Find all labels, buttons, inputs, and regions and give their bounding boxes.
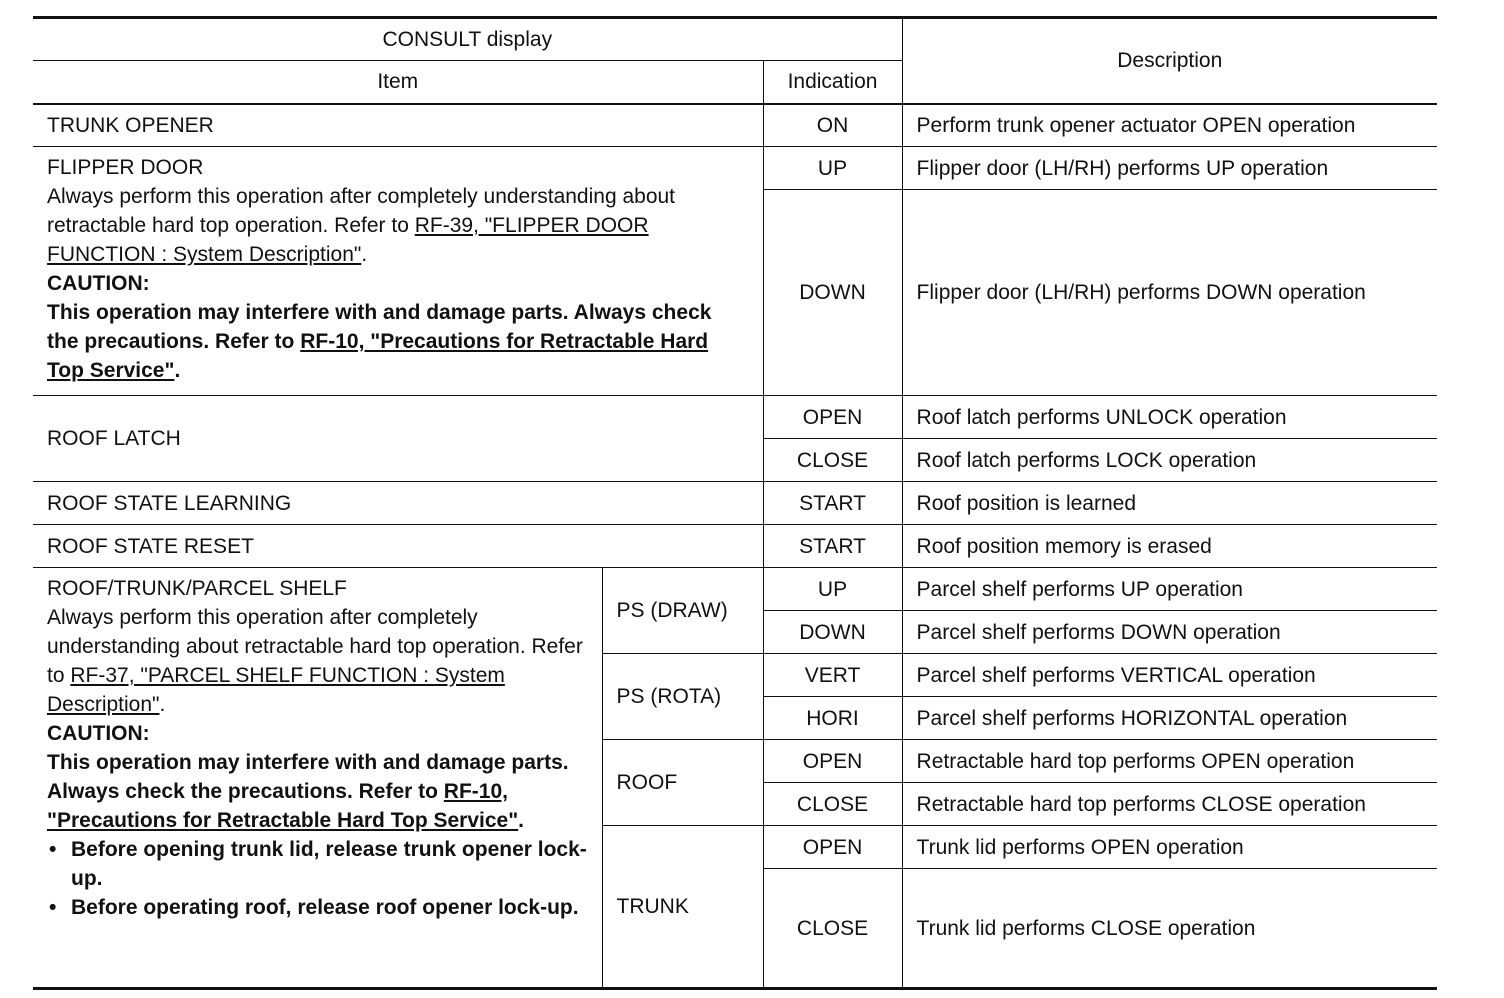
indication-cell: OPEN — [763, 740, 902, 783]
table-row — [33, 525, 1437, 568]
table-row — [33, 482, 1437, 525]
description-cell: Retractable hard top performs OPEN operation — [902, 740, 1437, 783]
item-cell: TRUNK OPENER — [33, 104, 763, 147]
caution-bullet: • Before operating roof, release roof opener lock-up. — [71, 893, 588, 922]
reference-link[interactable]: RF-39, "FLIPPER DOOR FUNCTION : System Description" — [47, 214, 649, 266]
indication-cell: ON — [763, 104, 902, 147]
note-text: . — [159, 693, 166, 716]
item-title: ROOF/TRUNK/PARCEL SHELF — [47, 577, 347, 600]
description-cell: Trunk lid performs OPEN operation — [902, 826, 1437, 869]
item-cell — [33, 147, 763, 396]
caution-bullet-list — [47, 835, 588, 922]
note-text: Always perform this operation after completely understanding about retractable hard top operation. Refer to — [47, 606, 583, 687]
group-cell-ps-rota: PS (ROTA) — [602, 654, 763, 740]
caution-text-part: . — [174, 359, 181, 382]
indication-cell: CLOSE — [763, 439, 902, 482]
description-cell: Flipper door (LH/RH) performs DOWN operation — [902, 190, 1437, 396]
indication-cell: START — [763, 525, 902, 568]
indication-cell: UP — [763, 568, 902, 611]
description-cell: Perform trunk opener actuator OPEN operation — [902, 104, 1437, 147]
indication-cell: START — [763, 482, 902, 525]
description-cell: Parcel shelf performs VERTICAL operation — [902, 654, 1437, 697]
item-header: Item — [33, 61, 763, 104]
caution-text-part: . — [518, 809, 525, 832]
reference-link[interactable]: RF-10, "Precautions for Retractable Hard Top Service" — [47, 780, 519, 832]
table-row — [33, 568, 1437, 611]
table-row — [33, 104, 1437, 147]
consult-active-test-table — [33, 16, 1437, 990]
table-row — [33, 396, 1437, 439]
item-title: FLIPPER DOOR — [47, 156, 204, 179]
group-cell-ps-draw: PS (DRAW) — [602, 568, 763, 654]
caution-label: CAUTION: — [47, 272, 150, 295]
item-cell: ROOF STATE RESET — [33, 525, 763, 568]
indication-cell: DOWN — [763, 190, 902, 396]
description-cell: Roof position memory is erased — [902, 525, 1437, 568]
description-cell: Parcel shelf performs UP operation — [902, 568, 1437, 611]
indication-cell: UP — [763, 147, 902, 190]
indication-cell: OPEN — [763, 396, 902, 439]
caution-bullet: • Before opening trunk lid, release trunk opener lock-up. — [71, 835, 588, 893]
indication-cell: HORI — [763, 697, 902, 740]
table-row — [33, 147, 1437, 190]
indication-header: Indication — [763, 61, 902, 104]
description-cell: Parcel shelf performs DOWN operation — [902, 611, 1437, 654]
item-note — [47, 182, 749, 269]
indication-cell: CLOSE — [763, 869, 902, 989]
indication-cell: VERT — [763, 654, 902, 697]
description-header: Description — [902, 18, 1437, 104]
item-note — [47, 603, 588, 719]
description-cell: Roof latch performs LOCK operation — [902, 439, 1437, 482]
description-cell: Flipper door (LH/RH) performs UP operation — [902, 147, 1437, 190]
indication-cell: OPEN — [763, 826, 902, 869]
caution-label: CAUTION: — [47, 722, 150, 745]
caution-text-part: This operation may interfere with and damage parts. Always check the precautions. Refer to — [47, 751, 569, 803]
caution-text — [47, 748, 588, 835]
consult-display-header: CONSULT display — [33, 18, 902, 61]
caution-text — [47, 298, 749, 385]
note-text: Always perform this operation after completely understanding about retractable hard top operation. Refer to — [47, 185, 676, 237]
description-cell: Roof position is learned — [902, 482, 1437, 525]
item-cell — [33, 568, 602, 989]
reference-link[interactable]: RF-10, "Precautions for Retractable Hard Top Service" — [47, 330, 709, 382]
group-cell-trunk: TRUNK — [602, 826, 763, 989]
indication-cell: DOWN — [763, 611, 902, 654]
description-cell: Roof latch performs UNLOCK operation — [902, 396, 1437, 439]
indication-cell: CLOSE — [763, 783, 902, 826]
caution-text-part: This operation may interfere with and damage parts. Always check the precautions. Refer to — [47, 301, 712, 353]
item-cell: ROOF STATE LEARNING — [33, 482, 763, 525]
description-cell: Trunk lid performs CLOSE operation — [902, 869, 1437, 989]
description-cell: Parcel shelf performs HORIZONTAL operation — [902, 697, 1437, 740]
group-cell-roof: ROOF — [602, 740, 763, 826]
reference-link[interactable]: RF-37, "PARCEL SHELF FUNCTION : System Description" — [47, 664, 505, 716]
item-cell: ROOF LATCH — [33, 396, 763, 482]
description-cell: Retractable hard top performs CLOSE operation — [902, 783, 1437, 826]
note-text: . — [361, 243, 368, 266]
